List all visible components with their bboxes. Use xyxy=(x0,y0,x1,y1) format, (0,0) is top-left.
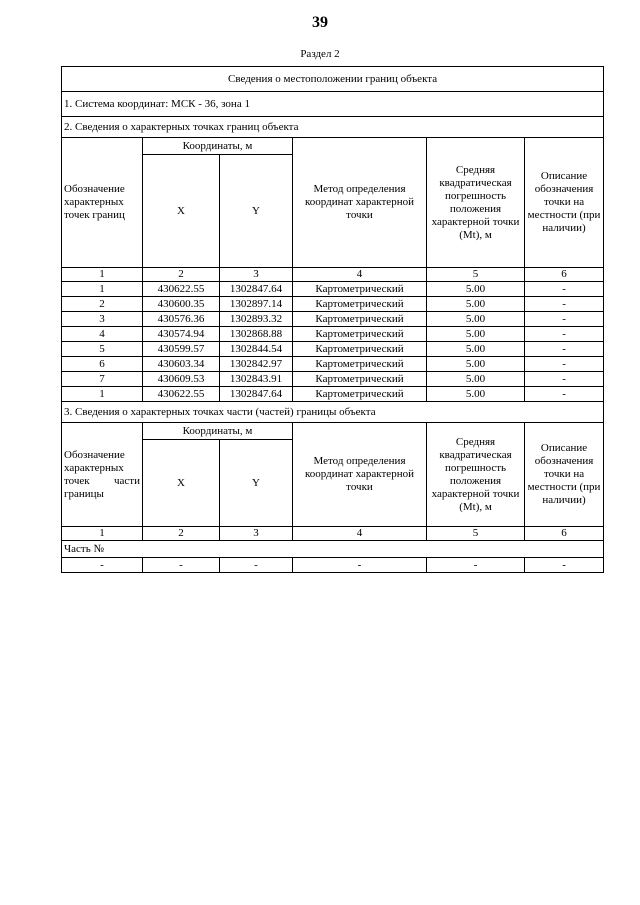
cell-x: 430603.34 xyxy=(143,357,220,372)
cell-x: 430622.55 xyxy=(143,282,220,297)
cell-method: Картометрический xyxy=(293,297,427,312)
column-number-row xyxy=(62,268,604,282)
section3-title: 3. Сведения о характерных точках части (частей) границы объекта xyxy=(62,402,604,423)
header-y: Y xyxy=(220,440,293,527)
section2-title: 2. Сведения о характерных точках границ объекта xyxy=(62,117,604,138)
header-x: X xyxy=(143,440,220,527)
table-row xyxy=(62,342,604,357)
cell-point: 4 xyxy=(62,327,143,342)
cell-method: Картометрический xyxy=(293,327,427,342)
coord-system: 1. Система координат: МСК - 36, зона 1 xyxy=(62,92,604,117)
part-label: Часть № xyxy=(62,541,604,558)
cell-y: 1302847.64 xyxy=(220,387,293,402)
cell-point: 7 xyxy=(62,372,143,387)
header-description: Описание обозначения точки на местности (при наличии) xyxy=(525,138,604,268)
header-method: Метод определения координат характерной точки xyxy=(293,423,427,527)
column-number: 1 xyxy=(62,268,143,282)
column-number: 4 xyxy=(293,527,427,541)
table-row xyxy=(62,282,604,297)
cell-x: 430576.36 xyxy=(143,312,220,327)
empty-cell: - xyxy=(293,558,427,573)
cell-description: - xyxy=(525,312,604,327)
cell-x: 430600.35 xyxy=(143,297,220,312)
cell-method: Картометрический xyxy=(293,387,427,402)
cell-y: 1302868.88 xyxy=(220,327,293,342)
cell-point: 2 xyxy=(62,297,143,312)
cell-method: Картометрический xyxy=(293,372,427,387)
cell-point: 5 xyxy=(62,342,143,357)
header-method: Метод определения координат характерной точки xyxy=(293,138,427,268)
cell-y: 1302847.64 xyxy=(220,282,293,297)
cell-y: 1302843.91 xyxy=(220,372,293,387)
table-row xyxy=(62,372,604,387)
cell-y: 1302842.97 xyxy=(220,357,293,372)
table-row xyxy=(62,357,604,372)
cell-accuracy: 5.00 xyxy=(427,312,525,327)
header-description: Описание обозначения точки на местности (при наличии) xyxy=(525,423,604,527)
cell-accuracy: 5.00 xyxy=(427,327,525,342)
cell-method: Картометрический xyxy=(293,312,427,327)
header-coordinates: Координаты, м xyxy=(143,423,293,440)
empty-row xyxy=(62,558,604,573)
column-number: 4 xyxy=(293,268,427,282)
header-x: X xyxy=(143,155,220,268)
cell-point: 1 xyxy=(62,387,143,402)
empty-cell: - xyxy=(525,558,604,573)
cell-description: - xyxy=(525,357,604,372)
empty-cell: - xyxy=(220,558,293,573)
table-row xyxy=(62,327,604,342)
column-number: 1 xyxy=(62,527,143,541)
table-row xyxy=(62,312,604,327)
cell-description: - xyxy=(525,297,604,312)
column-number: 6 xyxy=(525,268,604,282)
header-accuracy: Средняя квадратическая погрешность положения характерной точки (Mt), м xyxy=(427,423,525,527)
cell-y: 1302844.54 xyxy=(220,342,293,357)
cell-x: 430599.57 xyxy=(143,342,220,357)
cell-y: 1302897.14 xyxy=(220,297,293,312)
cell-method: Картометрический xyxy=(293,282,427,297)
header-coordinates: Координаты, м xyxy=(143,138,293,155)
header-point-designation-part: Обозначение характерных точек части границы xyxy=(62,423,143,527)
header-point-designation: Обозначение характерных точек границ xyxy=(62,138,143,268)
cell-accuracy: 5.00 xyxy=(427,297,525,312)
page-number: 39 xyxy=(312,14,328,31)
cell-description: - xyxy=(525,282,604,297)
cell-accuracy: 5.00 xyxy=(427,387,525,402)
section-title: Раздел 2 xyxy=(300,48,340,60)
cell-description: - xyxy=(525,387,604,402)
cell-point: 1 xyxy=(62,282,143,297)
cell-method: Картометрический xyxy=(293,342,427,357)
column-number: 6 xyxy=(525,527,604,541)
boundary-table xyxy=(61,66,604,573)
header-y: Y xyxy=(220,155,293,268)
column-number: 5 xyxy=(427,527,525,541)
cell-x: 430574.94 xyxy=(143,327,220,342)
cell-description: - xyxy=(525,342,604,357)
cell-accuracy: 5.00 xyxy=(427,342,525,357)
cell-accuracy: 5.00 xyxy=(427,282,525,297)
cell-point: 6 xyxy=(62,357,143,372)
column-number-row xyxy=(62,527,604,541)
cell-x: 430622.55 xyxy=(143,387,220,402)
empty-cell: - xyxy=(427,558,525,573)
empty-cell: - xyxy=(143,558,220,573)
cell-y: 1302893.32 xyxy=(220,312,293,327)
cell-description: - xyxy=(525,327,604,342)
table-row xyxy=(62,297,604,312)
table-title: Сведения о местоположении границ объекта xyxy=(62,67,604,92)
cell-accuracy: 5.00 xyxy=(427,357,525,372)
column-number: 2 xyxy=(143,268,220,282)
column-number: 3 xyxy=(220,527,293,541)
column-number: 2 xyxy=(143,527,220,541)
cell-method: Картометрический xyxy=(293,357,427,372)
empty-cell: - xyxy=(62,558,143,573)
cell-description: - xyxy=(525,372,604,387)
column-number: 3 xyxy=(220,268,293,282)
table-row xyxy=(62,387,604,402)
cell-x: 430609.53 xyxy=(143,372,220,387)
cell-point: 3 xyxy=(62,312,143,327)
column-number: 5 xyxy=(427,268,525,282)
cell-accuracy: 5.00 xyxy=(427,372,525,387)
header-accuracy: Средняя квадратическая погрешность положения характерной точки (Mt), м xyxy=(427,138,525,268)
